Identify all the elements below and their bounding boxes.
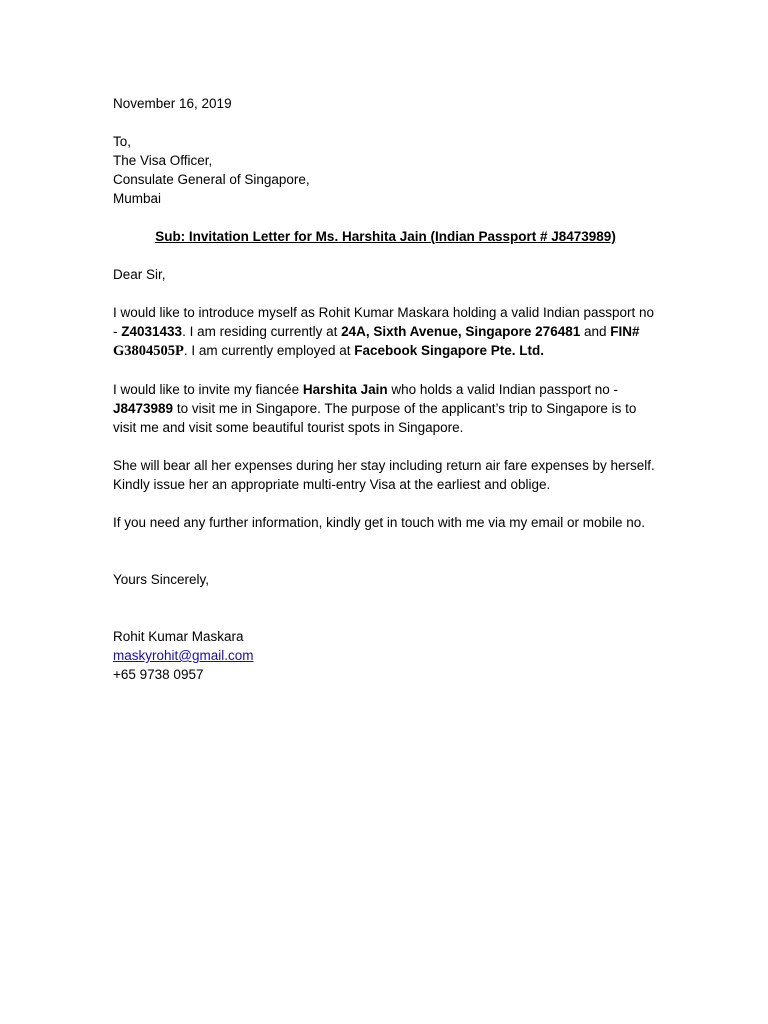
spacer: [113, 113, 658, 132]
signature-email-line: [113, 646, 658, 665]
applicant-passport-number: Z4031433: [121, 324, 183, 339]
intro-text-3: and: [580, 324, 611, 339]
spacer: [113, 494, 658, 513]
closing: Yours Sincerely,: [113, 572, 210, 587]
recipient-block: [113, 132, 658, 208]
invite-text-3: to visit me in Singapore. The purpose of the applicant’s trip to Singapore is to visit me and visit some beautiful tourist spots in Singapore.: [113, 401, 637, 435]
paragraph-introduction: [113, 303, 658, 361]
paragraph-request: Kindly issue her an appropriate multi-entry Visa at the earliest and oblige.: [113, 477, 551, 492]
paragraph-invitation: [113, 380, 658, 437]
signature-block: [113, 627, 658, 684]
paragraph-expenses: She will bear all her expenses during her stay including return air fare expenses by herself.: [113, 458, 655, 473]
intro-text-5: . I am currently employed at: [183, 343, 355, 358]
spacer: [113, 532, 658, 570]
employer-name: Facebook Singapore Pte. Ltd.: [354, 343, 544, 358]
residence-address: 24A, Sixth Avenue, Singapore 276481: [341, 324, 581, 339]
recipient-to: To,: [113, 134, 132, 149]
spacer: [113, 284, 658, 303]
invitee-passport-number: J8473989: [113, 401, 174, 416]
signature-phone: +65 9738 0957: [113, 667, 204, 682]
invitee-name: Harshita Jain: [302, 382, 388, 397]
invite-text-2: who holds a valid Indian passport no -: [387, 382, 619, 397]
signature-email-link[interactable]: maskyrohit@gmail.com: [113, 648, 254, 663]
spacer: [113, 208, 658, 227]
invite-text-1: I would like to invite my fiancée: [113, 382, 303, 397]
recipient-line-2: Consulate General of Singapore,: [113, 172, 310, 187]
spacer: [113, 589, 658, 627]
recipient-line-3: Mumbai: [113, 191, 162, 206]
spacer: [113, 437, 658, 456]
letter-body: [113, 94, 658, 684]
subject-line: Sub: Invitation Letter for Ms. Harshita Jain (Indian Passport # J8473989): [155, 229, 616, 244]
fin-number: G3804505P: [113, 343, 184, 359]
paragraph-contact: If you need any further information, kindly get in touch with me via my email or mobile no.: [113, 515, 646, 530]
intro-text-2: . I am residing currently at: [182, 324, 342, 339]
intro-text-1: I would like to introduce myself as Rohit Kumar Maskara holding a valid Indian passport no -: [113, 305, 655, 339]
salutation: Dear Sir,: [113, 267, 166, 282]
recipient-line-1: The Visa Officer,: [113, 153, 213, 168]
spacer: [113, 361, 658, 380]
spacer: [113, 246, 658, 265]
signature-name: Rohit Kumar Maskara: [113, 629, 244, 644]
fin-label: FIN#: [610, 324, 640, 339]
letter-date: November 16, 2019: [113, 96, 232, 111]
